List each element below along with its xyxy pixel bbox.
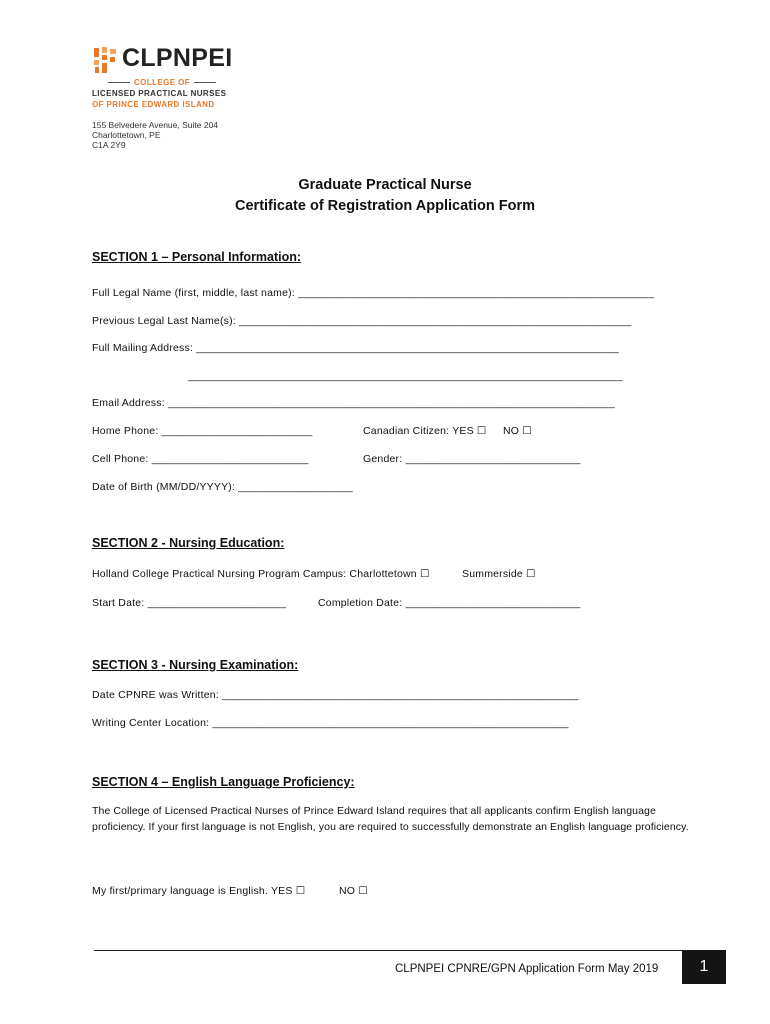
mailing-address-line-2-field[interactable]: ________________________________________________________________________ (188, 370, 623, 382)
address-line-1: 155 Belvedere Avenue, Suite 204 (92, 120, 219, 130)
logo-mark-icon (92, 46, 122, 76)
logo-line-2: LICENSED PRACTICAL NURSES (92, 89, 227, 98)
campus-summerside-checkbox[interactable]: Summerside ☐ (462, 568, 536, 580)
home-phone-field[interactable]: Home Phone: _________________________ (92, 425, 313, 437)
gender-field[interactable]: Gender: _____________________________ (363, 453, 581, 465)
cpnre-written-date-field[interactable]: Date CPNRE was Written: ___________________________________________________________ (92, 689, 579, 701)
campus-charlottetown-checkbox[interactable]: Holland College Practical Nursing Program Campus: Charlottetown ☐ (92, 568, 430, 580)
english-primary-yes-checkbox[interactable]: My first/primary language is English. YES ☐ (92, 885, 306, 897)
clpnpei-logo (92, 44, 242, 110)
logo-line-1: COLLEGE OF (92, 78, 232, 87)
footer-divider (94, 950, 682, 951)
date-of-birth-field[interactable]: Date of Birth (MM/DD/YYYY): ___________________ (92, 481, 353, 493)
canadian-citizen-no-checkbox[interactable]: NO ☐ (503, 425, 532, 437)
logo-wordmark: CLPNPEI (122, 44, 233, 72)
completion-date-field[interactable]: Completion Date: _____________________________ (318, 597, 581, 609)
section-2-heading: SECTION 2 - Nursing Education: (92, 536, 285, 550)
address-block (92, 120, 218, 150)
form-title-line-1: Graduate Practical Nurse (298, 177, 472, 193)
address-line-2: Charlottetown, PE (92, 130, 161, 140)
canadian-citizen-yes-checkbox[interactable]: Canadian Citizen: YES ☐ (363, 425, 487, 437)
cell-phone-field[interactable]: Cell Phone: __________________________ (92, 453, 309, 465)
email-address-field[interactable]: Email Address: __________________________________________________________________________ (92, 397, 615, 409)
writing-center-location-field[interactable]: Writing Center Location: ___________________________________________________________ (92, 717, 569, 729)
full-legal-name-field[interactable]: Full Legal Name (first, middle, last name): ___________________________________________________________ (92, 287, 655, 299)
logo-line-3: OF PRINCE EDWARD ISLAND (92, 100, 215, 109)
mailing-address-field[interactable]: Full Mailing Address: ______________________________________________________________________ (92, 342, 619, 354)
section-3-heading: SECTION 3 - Nursing Examination: (92, 658, 299, 672)
english-proficiency-paragraph: The College of Licensed Practical Nurses of Prince Edward Island requires that all applicants confirm English language proficiency. If your first language is not English, you are required to successfully demonstrate an English language proficiency. (92, 805, 689, 833)
footer-text: CLPNPEI CPNRE/GPN Application Form May 2019 (395, 963, 659, 975)
page-number: 1 (682, 950, 726, 984)
previous-legal-name-field[interactable]: Previous Legal Last Name(s): _________________________________________________________________ (92, 315, 632, 327)
section-1-heading: SECTION 1 – Personal Information: (92, 250, 302, 264)
english-primary-no-checkbox[interactable]: NO ☐ (339, 885, 368, 897)
start-date-field[interactable]: Start Date: _______________________ (92, 597, 287, 609)
form-title-line-2: Certificate of Registration Application Form (235, 198, 535, 214)
section-4-heading: SECTION 4 – English Language Proficiency: (92, 775, 355, 789)
address-line-3: C1A 2Y9 (92, 140, 126, 150)
